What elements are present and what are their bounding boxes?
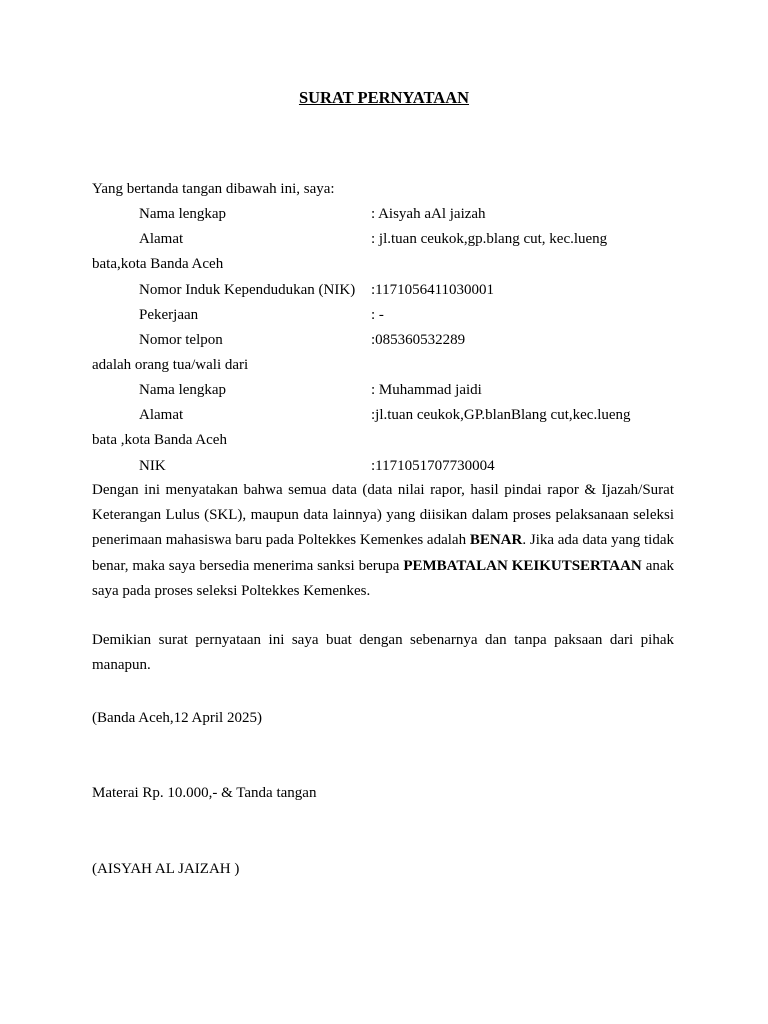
parent-address-continuation: bata,kota Banda Aceh bbox=[92, 256, 224, 272]
parent-job-value: : - bbox=[371, 307, 384, 323]
statement-text-3: anak saya pada proses seleksi Poltekkes Kemenkes. bbox=[92, 557, 675, 599]
parent-phone-label: Nomor telpon bbox=[139, 332, 223, 348]
parent-name-label: Nama lengkap bbox=[139, 206, 227, 222]
child-address-label: Alamat bbox=[139, 407, 184, 423]
statement-bold-pembatalan: PEMBATALAN KEIKUTSERTAAN bbox=[403, 557, 642, 574]
stamp-signature-note: Materai Rp. 10.000,- & Tanda tangan bbox=[92, 785, 317, 801]
parent-nik-label: Nomor Induk Kependudukan (NIK) bbox=[139, 282, 356, 298]
parent-phone-value: :085360532289 bbox=[371, 332, 466, 348]
place-date: (Banda Aceh,12 April 2025) bbox=[92, 710, 262, 726]
parent-address-value: : jl.tuan ceukok,gp.blang cut, kec.lueng bbox=[371, 231, 608, 247]
document-title: SURAT PERNYATAAN bbox=[298, 88, 470, 107]
child-address-value: :jl.tuan ceukok,GP.blanBlang cut,kec.lueng bbox=[371, 407, 631, 423]
child-address-continuation: bata ,kota Banda Aceh bbox=[92, 432, 227, 448]
parent-address-label: Alamat bbox=[139, 231, 184, 247]
intro-text: Yang bertanda tangan dibawah ini, saya: bbox=[92, 181, 335, 197]
relation-text: adalah orang tua/wali dari bbox=[92, 357, 249, 373]
signer-name: (AISYAH AL JAIZAH ) bbox=[92, 861, 240, 877]
child-nik-label: NIK bbox=[139, 458, 166, 474]
child-name-value: : Muhammad jaidi bbox=[371, 382, 482, 398]
child-name-label: Nama lengkap bbox=[139, 382, 227, 398]
statement-text-1: Dengan ini menyatakan bahwa semua data (data nilai rapor, hasil pindai rapor & Ijazah/Surat Keterangan Lulus (SKL), maupun data lainnya) yang diisikan dalam proses pelaksanaan seleksi penerimaan mahasiswa baru pada Poltekkes Kemenkes adalah bbox=[92, 482, 674, 549]
closing-paragraph: Demikian surat pernyataan ini saya buat dengan sebenarnya dan tanpa paksaan dari pihak manapun. bbox=[92, 632, 674, 674]
child-nik-value: :1171051707730004 bbox=[371, 458, 495, 474]
statement-text-2: . Jika ada data yang tidak benar, maka saya bersedia menerima sanksi berupa bbox=[92, 532, 674, 574]
parent-nik-value: :1171056411030001 bbox=[371, 282, 495, 298]
statement-bold-benar: BENAR bbox=[469, 532, 523, 549]
parent-job-label: Pekerjaan bbox=[139, 307, 199, 323]
statement-paragraph bbox=[92, 478, 674, 604]
parent-name-value: : Aisyah aAl jaizah bbox=[371, 206, 486, 222]
